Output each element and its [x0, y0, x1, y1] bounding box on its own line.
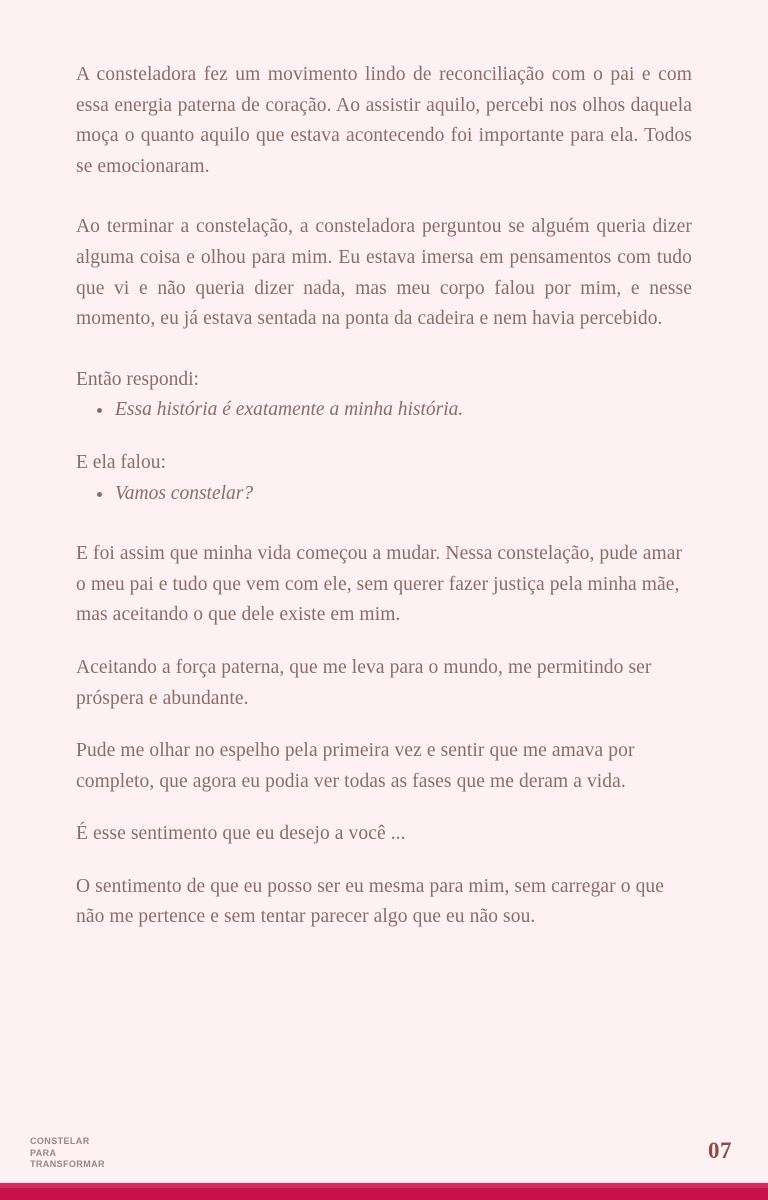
dialogue-lead-2: E ela falou:: [76, 451, 166, 473]
bullet-icon: [97, 492, 102, 497]
dialogue-list-2: [76, 479, 692, 510]
spacer: [76, 797, 692, 819]
dialogue-quote-1: Essa história é exatamente a minha história.: [115, 399, 464, 421]
accent-bar-highlight: [0, 1183, 768, 1188]
spacer: [76, 182, 692, 212]
paragraph-6: É esse sentimento que eu desejo a você ...: [76, 823, 406, 845]
spacer: [76, 631, 692, 653]
paragraph-3: E foi assim que minha vida começou a mudar. Nessa constelação, pude amar o meu pai e tudo que vem com ele, sem querer fazer justiça pela minha mãe, mas aceitando o que dele existe em mim.: [76, 543, 683, 626]
spacer: [76, 850, 692, 872]
spacer: [76, 335, 692, 365]
logo-line-3: TRANSFORMAR: [30, 1159, 105, 1169]
bullet-icon: [97, 408, 102, 413]
page-footer: [0, 1121, 768, 1183]
spacer: [76, 426, 692, 448]
dialogue-lead-1: Então respondi:: [76, 368, 199, 390]
paragraph-4: Aceitando a força paterna, que me leva para o mundo, me permitindo ser próspera e abundante.: [76, 656, 652, 709]
dialogue-quote-2: Vamos constelar?: [115, 482, 254, 504]
page-number: 07: [708, 1138, 732, 1163]
list-item: [76, 479, 692, 510]
page-content: [76, 60, 692, 933]
paragraph-5: Pude me olhar no espelho pela primeira vez e sentir que me amava por completo, que agora eu podia ver todas as fases que me deram a vida.: [76, 740, 635, 792]
list-item: [76, 395, 692, 426]
paragraph-7: O sentimento de que eu posso ser eu mesma para mim, sem carregar o que não me pertence e sem tentar parecer algo que eu não sou.: [76, 875, 665, 928]
paragraph-1: A consteladora fez um movimento lindo de reconciliação com o pai e com essa energia paterna de coração. Ao assistir aquilo, percebi nos olhos daquela moça o quanto aquilo que estava acontecendo foi importante para ela. Todos se emocionaram.: [76, 64, 692, 177]
spacer: [76, 714, 692, 736]
logo-line-2: PARA: [30, 1147, 57, 1158]
spacer: [76, 509, 692, 539]
paragraph-2: Ao terminar a constelação, a consteladora perguntou se alguém queria dizer alguma coisa e olhou para mim. Eu estava imersa em pensamentos com tudo que vi e não queria dizer nada, mas meu corpo falou por mim, e nesse momento, eu já estava sentada na ponta da cadeira e nem havia percebido.: [76, 216, 692, 330]
brand-logo: [30, 1136, 105, 1171]
logo-line-1: CONSTELAR: [30, 1136, 90, 1146]
footer-accent-bar: [0, 1183, 768, 1200]
dialogue-list-1: [76, 395, 692, 426]
